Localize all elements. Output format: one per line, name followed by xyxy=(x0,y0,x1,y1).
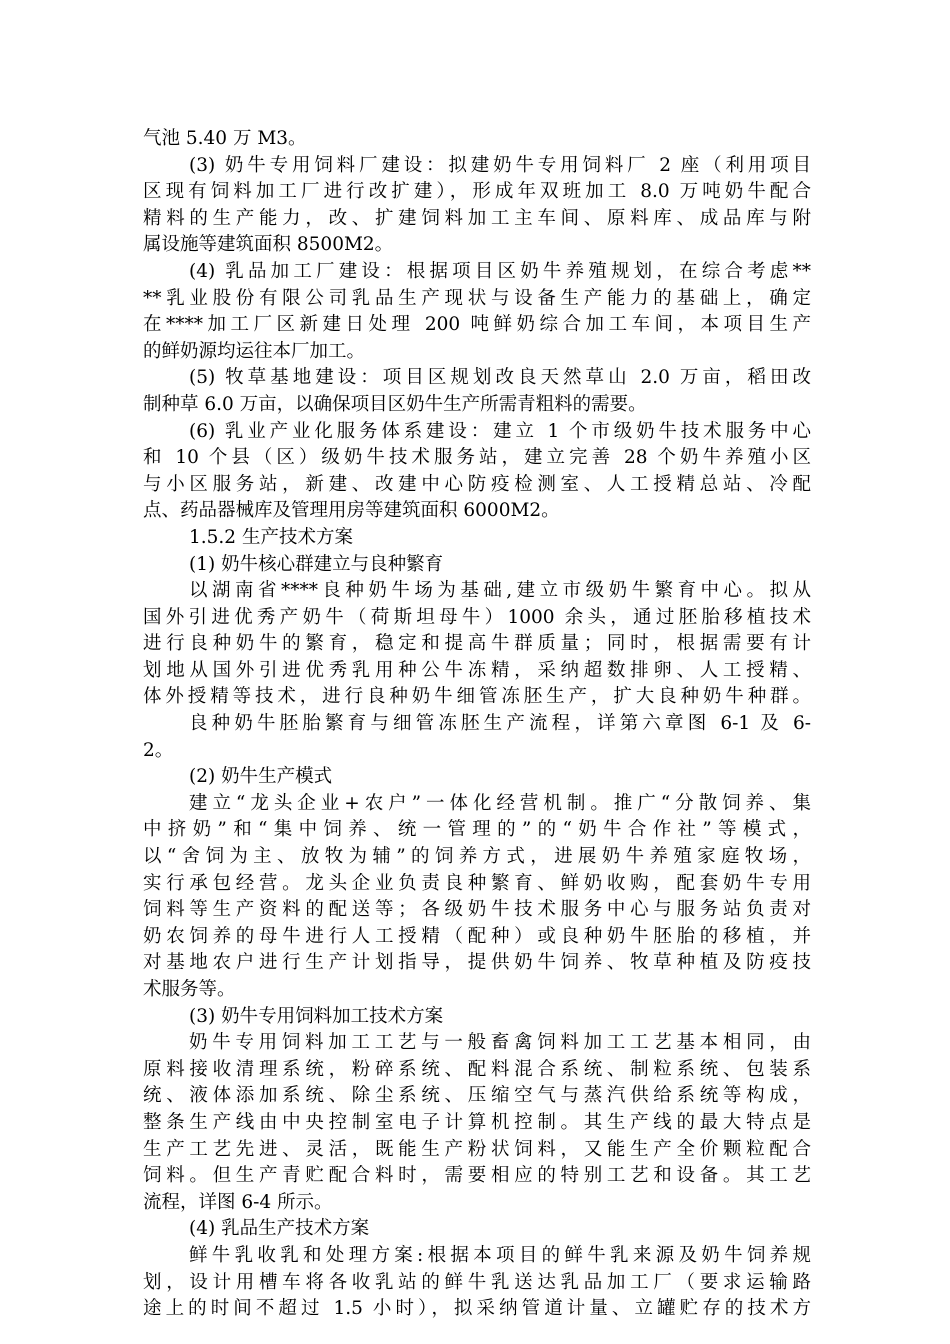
text-line: 和 10 个县（区）级奶牛技术服务站，建立完善 28 个奶牛养殖小区 xyxy=(143,447,811,469)
text-line: (2) 奶牛生产模式 xyxy=(189,766,333,788)
text-line: 区现有饲料加工厂进行改扩建），形成年双班加工 8.0 万吨奶牛配合 xyxy=(143,181,811,203)
text-line: 制种草 6.0 万亩，以确保项目区奶牛生产所需青粗料的需要。 xyxy=(143,393,647,415)
text-line: (5) 牧草基地建设：项目区规划改良天然草山 2.0 万亩，稻田改 xyxy=(189,367,811,389)
text-line: (6) 乳业产业化服务体系建设：建立 1 个市级奶牛技术服务中心 xyxy=(189,420,811,442)
text-line: 建立“龙头企业+农户”一体化经营机制。推广“分散饲养、集 xyxy=(189,792,811,814)
text-line: 饲料。但生产青贮配合料时，需要相应的特别工艺和设备。其工艺 xyxy=(143,1165,811,1187)
text-line: 2。 xyxy=(143,739,174,761)
text-line: 以湖南省****良种奶牛场为基础,建立市级奶牛繁育中心。拟从 xyxy=(189,580,811,602)
text-line: 奶农饲养的母牛进行人工授精（配种）或良种奶牛胚胎的移植，并 xyxy=(143,925,811,947)
text-line: (4) 乳品加工厂建设：根据项目区奶牛养殖规划，在综合考虑** xyxy=(189,260,811,282)
text-line: (4) 乳品生产技术方案 xyxy=(189,1218,370,1240)
text-line: 在****加工厂区新建日处理 200 吨鲜奶综合加工车间，本项目生产 xyxy=(143,314,811,336)
text-line: 对基地农户进行生产计划指导，提供奶牛饲养、牧草种植及防疫技 xyxy=(143,952,811,974)
text-line: 途上的时间不超过 1.5 小时），拟采纳管道计量、立罐贮存的技术方 xyxy=(143,1298,811,1320)
text-line: 进行良种奶牛的繁育，稳定和提高牛群质量；同时，根据需要有计 xyxy=(143,633,811,655)
text-line: 的鲜奶源均运往本厂加工。 xyxy=(143,340,366,362)
text-line: 良种奶牛胚胎繁育与细管冻胚生产流程，详第六章图 6-1 及 6- xyxy=(189,713,811,735)
text-line: 以“舍饲为主、放牧为辅”的饲养方式，进展奶牛养殖家庭牧场， xyxy=(143,846,811,868)
text-line: (1) 奶牛核心群建立与良种繁育 xyxy=(189,553,444,575)
text-line: 中挤奶”和“集中饲养、统一管理的”的“奶牛合作社”等模式， xyxy=(143,819,811,841)
text-line: 国外引进优秀产奶牛（荷斯坦母牛）1000 余头，通过胚胎移植技术 xyxy=(143,606,811,628)
text-line: 奶牛专用饲料加工工艺与一般畜禽饲料加工工艺基本相同，由 xyxy=(189,1032,811,1054)
text-line: 流程，详图 6-4 所示。 xyxy=(143,1191,333,1213)
text-line: 饲料等生产资料的配送等；各级奶牛技术服务中心与服务站负责对 xyxy=(143,899,811,921)
text-line: 属设施等建筑面积 8500M2。 xyxy=(143,234,394,256)
text-line: 点、药品器械库及管理用房等建筑面积 6000M2。 xyxy=(143,500,560,522)
text-line: 体外授精等技术，进行良种奶牛细管冻胚生产，扩大良种奶牛种群。 xyxy=(143,686,811,708)
text-line: (3) 奶牛专用饲料厂建设：拟建奶牛专用饲料厂 2 座（利用项目 xyxy=(189,154,811,176)
text-line: 划，设计用槽车将各收乳站的鲜牛乳送达乳品加工厂（要求运输路 xyxy=(143,1271,811,1293)
text-line: 原料接收清理系统，粉碎系统、配料混合系统、制粒系统、包装系 xyxy=(143,1058,811,1080)
text-line: (3) 奶牛专用饲料加工技术方案 xyxy=(189,1005,444,1027)
text-line: 气池 5.40 万 M3。 xyxy=(143,128,307,149)
text-line: 整条生产线由中央控制室电子计算机控制。其生产线的最大特点是 xyxy=(143,1111,811,1133)
text-line: 与小区服务站，新建、改建中心防疫检测室、人工授精总站、冷配 xyxy=(143,473,811,495)
text-line: 1.5.2 生产技术方案 xyxy=(189,526,353,548)
text-line: 统、液体添加系统、除尘系统、压缩空气与蒸汽供给系统等构成， xyxy=(143,1085,811,1107)
text-line: **乳业股份有限公司乳品生产现状与设备生产能力的基础上，确定 xyxy=(143,287,811,309)
text-line: 精料的生产能力，改、扩建饲料加工主车间、原料库、成品库与附 xyxy=(143,207,811,229)
text-line: 划地从国外引进优秀乳用种公牛冻精，采纳超数排卵、人工授精、 xyxy=(143,659,811,681)
text-line: 实行承包经营。龙头企业负责良种繁育、鲜奶收购，配套奶牛专用 xyxy=(143,872,811,894)
text-line: 生产工艺先进、灵活，既能生产粉状饲料，又能生产全价颗粒配合 xyxy=(143,1138,811,1160)
document-page xyxy=(143,126,811,1323)
text-line: 术服务等。 xyxy=(143,979,236,1000)
text-line: 鲜牛乳收乳和处理方案:根据本项目的鲜牛乳来源及奶牛饲养规 xyxy=(189,1244,811,1266)
